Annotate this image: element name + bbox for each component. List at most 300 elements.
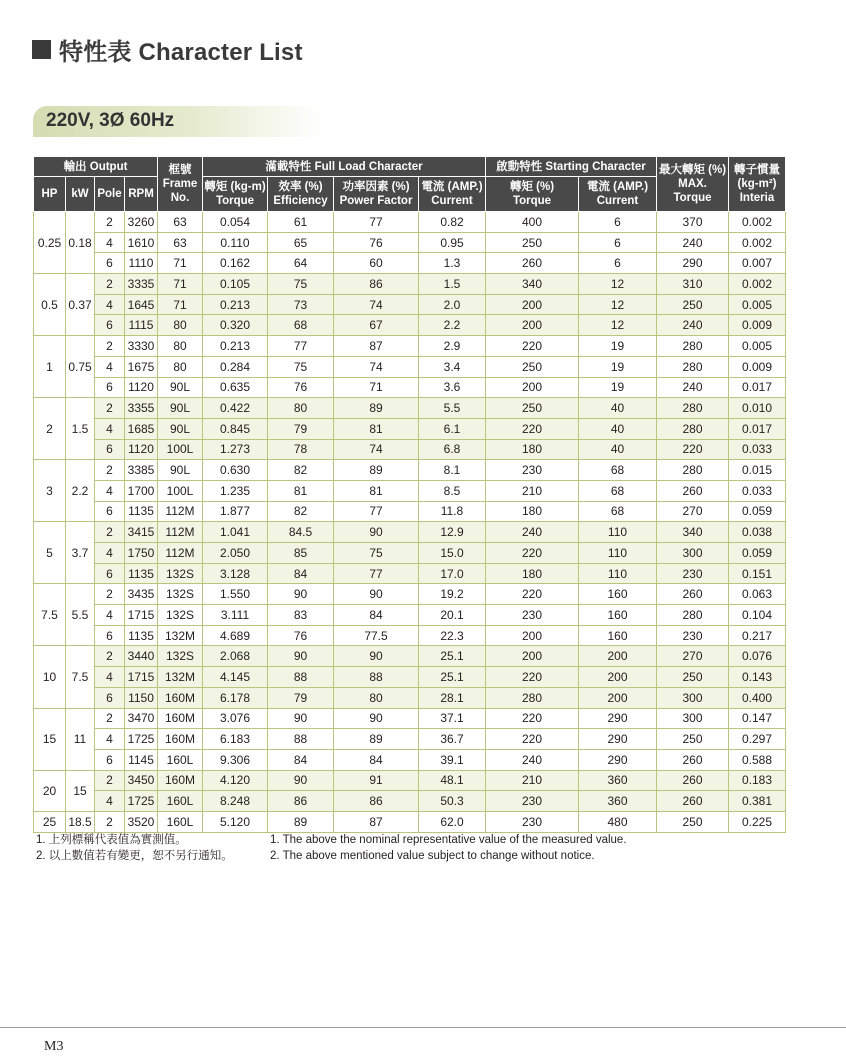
efficiency-cell: 82 [268, 501, 334, 522]
pole-cell: 2 [95, 212, 125, 233]
max-torque-cell: 310 [657, 274, 729, 295]
starting-torque-header-zh: 轉矩 (%) [509, 181, 555, 193]
table-row [34, 667, 786, 688]
max-torque-cell: 280 [657, 398, 729, 419]
table-row [34, 480, 786, 501]
frame-header-en: Frame [162, 178, 198, 190]
frame-cell: 63 [158, 212, 203, 233]
efficiency-cell: 78 [268, 439, 334, 460]
inertia-cell: 0.005 [729, 294, 786, 315]
current-cell: 20.1 [419, 605, 486, 626]
efficiency-cell: 81 [268, 480, 334, 501]
pole-cell: 4 [95, 791, 125, 812]
max-torque-cell: 240 [657, 377, 729, 398]
starting-current-cell: 160 [579, 625, 657, 646]
current-cell: 0.95 [419, 232, 486, 253]
starting-torque-cell: 250 [486, 356, 579, 377]
torque-cell: 6.178 [203, 687, 268, 708]
efficiency-cell: 90 [268, 584, 334, 605]
starting-torque-cell: 340 [486, 274, 579, 295]
efficiency-cell: 77 [268, 336, 334, 357]
kw-cell: 7.5 [66, 646, 95, 708]
efficiency-cell: 83 [268, 605, 334, 626]
starting-current-cell: 19 [579, 356, 657, 377]
efficiency-cell: 79 [268, 687, 334, 708]
notes-en [270, 832, 627, 864]
max-torque-cell: 250 [657, 667, 729, 688]
starting-torque-cell: 230 [486, 791, 579, 812]
table-row [34, 791, 786, 812]
torque-cell: 0.110 [203, 232, 268, 253]
current-header [419, 177, 486, 212]
current-cell: 48.1 [419, 770, 486, 791]
pole-cell: 2 [95, 398, 125, 419]
power-factor-cell: 71 [334, 377, 419, 398]
starting-torque-cell: 400 [486, 212, 579, 233]
torque-cell: 1.273 [203, 439, 268, 460]
kw-cell: 15 [66, 770, 95, 811]
torque-cell: 0.630 [203, 460, 268, 481]
rpm-cell: 1135 [125, 563, 158, 584]
rpm-cell: 1715 [125, 605, 158, 626]
current-header-en: Current [431, 195, 473, 207]
hp-cell: 10 [34, 646, 66, 708]
frame-cell: 112M [158, 501, 203, 522]
power-factor-header [334, 177, 419, 212]
starting-current-cell: 200 [579, 687, 657, 708]
note-zh-1: 1. 上列標稱代表值為實測值。 [36, 834, 187, 846]
hp-cell: 20 [34, 770, 66, 811]
table-row [34, 770, 786, 791]
inertia-cell: 0.147 [729, 708, 786, 729]
efficiency-cell: 86 [268, 791, 334, 812]
torque-cell: 0.213 [203, 294, 268, 315]
rpm-cell: 1715 [125, 667, 158, 688]
torque-cell: 0.213 [203, 336, 268, 357]
max-torque-cell: 240 [657, 315, 729, 336]
inertia-header-en: Interia [739, 192, 775, 204]
rpm-cell: 1135 [125, 501, 158, 522]
table-row [34, 708, 786, 729]
frame-cell: 80 [158, 315, 203, 336]
torque-cell: 0.162 [203, 253, 268, 274]
frame-cell: 160L [158, 811, 203, 832]
pole-cell: 6 [95, 377, 125, 398]
efficiency-cell: 85 [268, 543, 334, 564]
power-factor-cell: 84 [334, 749, 419, 770]
rpm-cell: 1120 [125, 439, 158, 460]
current-cell: 3.6 [419, 377, 486, 398]
max-torque-cell: 280 [657, 356, 729, 377]
footer-divider [0, 1027, 846, 1028]
torque-cell: 0.635 [203, 377, 268, 398]
starting-current-cell: 19 [579, 377, 657, 398]
max-torque-cell: 290 [657, 253, 729, 274]
efficiency-cell: 75 [268, 274, 334, 295]
torque-cell: 1.041 [203, 522, 268, 543]
max-torque-cell: 270 [657, 501, 729, 522]
rpm-cell: 1675 [125, 356, 158, 377]
max-torque-cell: 240 [657, 232, 729, 253]
efficiency-cell: 61 [268, 212, 334, 233]
max-torque-cell: 280 [657, 336, 729, 357]
max-torque-cell: 370 [657, 212, 729, 233]
kw-cell: 18.5 [66, 811, 95, 832]
torque-cell: 4.145 [203, 667, 268, 688]
current-cell: 11.8 [419, 501, 486, 522]
pole-cell: 2 [95, 646, 125, 667]
current-cell: 2.0 [419, 294, 486, 315]
table-row [34, 398, 786, 419]
pole-cell: 4 [95, 667, 125, 688]
rpm-cell: 1645 [125, 294, 158, 315]
kw-cell: 0.18 [66, 212, 95, 274]
table-row [34, 253, 786, 274]
inertia-cell: 0.017 [729, 418, 786, 439]
page-number: M3 [44, 1039, 64, 1054]
table-row [34, 315, 786, 336]
table-row [34, 625, 786, 646]
torque-cell: 3.128 [203, 563, 268, 584]
starting-current-cell: 110 [579, 522, 657, 543]
starting-torque-cell: 180 [486, 563, 579, 584]
starting-torque-cell: 230 [486, 460, 579, 481]
pole-cell: 6 [95, 687, 125, 708]
voltage-subtitle: 220V, 3Ø 60Hz [46, 110, 175, 131]
starting-current-cell: 110 [579, 543, 657, 564]
efficiency-header-zh: 效率 (%) [278, 181, 323, 193]
rpm-cell: 1120 [125, 377, 158, 398]
starting-torque-cell: 220 [486, 584, 579, 605]
efficiency-cell: 65 [268, 232, 334, 253]
rpm-cell: 1135 [125, 625, 158, 646]
pole-cell: 2 [95, 460, 125, 481]
current-cell: 8.1 [419, 460, 486, 481]
pole-cell: 4 [95, 418, 125, 439]
max-torque-cell: 300 [657, 687, 729, 708]
max-torque-cell: 260 [657, 480, 729, 501]
hp-cell: 3 [34, 460, 66, 522]
inertia-cell: 0.104 [729, 605, 786, 626]
rpm-cell: 1610 [125, 232, 158, 253]
kw-cell: 0.37 [66, 274, 95, 336]
frame-header [158, 157, 203, 212]
frame-cell: 132S [158, 584, 203, 605]
kw-cell: 0.75 [66, 336, 95, 398]
starting-current-cell: 160 [579, 584, 657, 605]
max-torque-header-zh: 最大轉矩 (%) [658, 164, 727, 176]
rpm-cell: 3330 [125, 336, 158, 357]
frame-cell: 90L [158, 398, 203, 419]
pole-cell: 6 [95, 625, 125, 646]
power-factor-header-zh: 功率因素 (%) [342, 181, 410, 193]
starting-torque-header-en: Torque [512, 195, 552, 207]
starting-current-cell: 6 [579, 253, 657, 274]
pole-cell: 4 [95, 232, 125, 253]
starting-torque-cell: 250 [486, 398, 579, 419]
power-factor-cell: 89 [334, 398, 419, 419]
current-cell: 12.9 [419, 522, 486, 543]
current-cell: 8.5 [419, 480, 486, 501]
efficiency-cell: 88 [268, 667, 334, 688]
power-factor-cell: 77 [334, 501, 419, 522]
power-factor-cell: 91 [334, 770, 419, 791]
max-torque-header-en2: Torque [673, 192, 712, 204]
torque-cell: 2.068 [203, 646, 268, 667]
starting-torque-cell: 180 [486, 501, 579, 522]
starting-torque-cell: 210 [486, 480, 579, 501]
frame-cell: 160L [158, 791, 203, 812]
table-row [34, 274, 786, 295]
starting-current-cell: 68 [579, 501, 657, 522]
inertia-cell: 0.143 [729, 667, 786, 688]
torque-cell: 3.111 [203, 605, 268, 626]
rpm-cell: 3470 [125, 708, 158, 729]
inertia-cell: 0.005 [729, 336, 786, 357]
inertia-cell: 0.059 [729, 543, 786, 564]
starting-torque-cell: 200 [486, 646, 579, 667]
hp-header: HP [34, 177, 66, 212]
torque-header-zh: 轉矩 (kg-m) [204, 181, 266, 193]
frame-cell: 160M [158, 729, 203, 750]
table-row [34, 232, 786, 253]
rpm-cell: 3435 [125, 584, 158, 605]
torque-cell: 9.306 [203, 749, 268, 770]
pole-cell: 4 [95, 729, 125, 750]
starting-torque-cell: 260 [486, 253, 579, 274]
starting-torque-cell: 220 [486, 708, 579, 729]
starting-torque-cell: 220 [486, 336, 579, 357]
efficiency-cell: 88 [268, 729, 334, 750]
table-row [34, 729, 786, 750]
pole-cell: 6 [95, 749, 125, 770]
table-row [34, 418, 786, 439]
notes-zh [36, 832, 233, 864]
section-band [33, 106, 323, 137]
character-table [33, 156, 786, 833]
starting-torque-cell: 240 [486, 522, 579, 543]
note-en-1: 1. The above the nominal representative value of the measured value. [270, 834, 627, 846]
torque-cell: 0.284 [203, 356, 268, 377]
frame-header-zh: 框號 [168, 164, 192, 176]
inertia-header-unit: (kg-m²) [737, 178, 777, 190]
frame-cell: 71 [158, 294, 203, 315]
power-factor-cell: 81 [334, 480, 419, 501]
efficiency-cell: 80 [268, 398, 334, 419]
table-row [34, 543, 786, 564]
power-factor-cell: 60 [334, 253, 419, 274]
power-factor-cell: 87 [334, 336, 419, 357]
power-factor-cell: 80 [334, 687, 419, 708]
power-factor-cell: 74 [334, 356, 419, 377]
table-row [34, 811, 786, 832]
torque-cell: 5.120 [203, 811, 268, 832]
inertia-cell: 0.002 [729, 232, 786, 253]
hp-cell: 7.5 [34, 584, 66, 646]
torque-cell: 1.235 [203, 480, 268, 501]
inertia-cell: 0.151 [729, 563, 786, 584]
starting-current-cell: 40 [579, 418, 657, 439]
power-factor-cell: 87 [334, 811, 419, 832]
efficiency-cell: 79 [268, 418, 334, 439]
current-cell: 6.8 [419, 439, 486, 460]
efficiency-header [268, 177, 334, 212]
starting-torque-cell: 200 [486, 377, 579, 398]
efficiency-cell: 90 [268, 770, 334, 791]
table-row [34, 460, 786, 481]
starting-torque-cell: 200 [486, 294, 579, 315]
current-cell: 2.9 [419, 336, 486, 357]
kw-cell: 2.2 [66, 460, 95, 522]
efficiency-cell: 75 [268, 356, 334, 377]
frame-cell: 132S [158, 563, 203, 584]
pole-cell: 2 [95, 770, 125, 791]
table-row [34, 377, 786, 398]
current-cell: 2.2 [419, 315, 486, 336]
current-cell: 25.1 [419, 667, 486, 688]
table-row [34, 687, 786, 708]
starting-current-header-en: Current [596, 195, 639, 207]
power-factor-header-en: Power Factor [339, 195, 413, 207]
kw-cell: 11 [66, 708, 95, 770]
frame-cell: 71 [158, 253, 203, 274]
starting-current-cell: 40 [579, 439, 657, 460]
starting-current-cell: 68 [579, 480, 657, 501]
inertia-cell: 0.033 [729, 480, 786, 501]
table-row [34, 522, 786, 543]
inertia-cell: 0.063 [729, 584, 786, 605]
starting-torque-cell: 220 [486, 543, 579, 564]
note-zh-2: 2. 以上數值若有變更，恕不另行通知。 [36, 850, 233, 862]
inertia-header [729, 157, 786, 212]
full-load-group-header: 滿載特性 Full Load Character [203, 157, 486, 177]
starting-torque-cell: 200 [486, 315, 579, 336]
inertia-cell: 0.076 [729, 646, 786, 667]
rpm-cell: 1685 [125, 418, 158, 439]
torque-cell: 0.320 [203, 315, 268, 336]
hp-cell: 25 [34, 811, 66, 832]
current-cell: 1.3 [419, 253, 486, 274]
power-factor-cell: 74 [334, 294, 419, 315]
power-factor-cell: 90 [334, 708, 419, 729]
starting-torque-cell: 200 [486, 625, 579, 646]
efficiency-cell: 90 [268, 708, 334, 729]
current-cell: 19.2 [419, 584, 486, 605]
pole-header: Pole [95, 177, 125, 212]
starting-current-cell: 6 [579, 232, 657, 253]
frame-cell: 71 [158, 274, 203, 295]
power-factor-cell: 90 [334, 584, 419, 605]
frame-cell: 132S [158, 646, 203, 667]
rpm-cell: 1725 [125, 729, 158, 750]
rpm-cell: 3260 [125, 212, 158, 233]
rpm-cell: 1110 [125, 253, 158, 274]
starting-current-cell: 360 [579, 770, 657, 791]
current-cell: 28.1 [419, 687, 486, 708]
efficiency-cell: 84 [268, 749, 334, 770]
max-torque-cell: 260 [657, 770, 729, 791]
rpm-cell: 3450 [125, 770, 158, 791]
starting-torque-cell: 220 [486, 729, 579, 750]
max-torque-cell: 250 [657, 729, 729, 750]
current-cell: 37.1 [419, 708, 486, 729]
starting-current-cell: 110 [579, 563, 657, 584]
power-factor-cell: 76 [334, 232, 419, 253]
power-factor-cell: 77.5 [334, 625, 419, 646]
inertia-cell: 0.217 [729, 625, 786, 646]
starting-current-header-zh: 電流 (AMP.) [586, 181, 649, 193]
starting-torque-cell: 210 [486, 770, 579, 791]
efficiency-cell: 84.5 [268, 522, 334, 543]
frame-cell: 132S [158, 605, 203, 626]
starting-current-cell: 360 [579, 791, 657, 812]
frame-cell: 132M [158, 667, 203, 688]
power-factor-cell: 90 [334, 646, 419, 667]
power-factor-cell: 81 [334, 418, 419, 439]
torque-cell: 1.877 [203, 501, 268, 522]
max-torque-cell: 270 [657, 646, 729, 667]
max-torque-cell: 340 [657, 522, 729, 543]
pole-cell: 4 [95, 356, 125, 377]
rpm-cell: 1150 [125, 687, 158, 708]
title-square-icon [32, 40, 51, 59]
starting-current-cell: 19 [579, 336, 657, 357]
hp-cell: 0.5 [34, 274, 66, 336]
efficiency-cell: 76 [268, 377, 334, 398]
rpm-cell: 3415 [125, 522, 158, 543]
current-cell: 62.0 [419, 811, 486, 832]
torque-header-en: Torque [215, 195, 255, 207]
max-torque-cell: 300 [657, 543, 729, 564]
starting-current-cell: 480 [579, 811, 657, 832]
frame-cell: 90L [158, 460, 203, 481]
frame-cell: 90L [158, 377, 203, 398]
rpm-cell: 3335 [125, 274, 158, 295]
pole-cell: 2 [95, 336, 125, 357]
efficiency-cell: 89 [268, 811, 334, 832]
starting-current-cell: 290 [579, 729, 657, 750]
power-factor-cell: 67 [334, 315, 419, 336]
kw-cell: 3.7 [66, 522, 95, 584]
efficiency-header-en: Efficiency [273, 195, 328, 207]
frame-cell: 160M [158, 708, 203, 729]
efficiency-cell: 76 [268, 625, 334, 646]
efficiency-cell: 82 [268, 460, 334, 481]
efficiency-cell: 73 [268, 294, 334, 315]
efficiency-cell: 90 [268, 646, 334, 667]
power-factor-cell: 75 [334, 543, 419, 564]
pole-cell: 6 [95, 501, 125, 522]
starting-torque-cell: 230 [486, 605, 579, 626]
inertia-cell: 0.033 [729, 439, 786, 460]
pole-cell: 4 [95, 294, 125, 315]
rpm-cell: 1115 [125, 315, 158, 336]
torque-cell: 0.422 [203, 398, 268, 419]
max-torque-cell: 220 [657, 439, 729, 460]
inertia-cell: 0.588 [729, 749, 786, 770]
starting-current-cell: 68 [579, 460, 657, 481]
current-header-zh: 電流 (AMP.) [421, 181, 483, 193]
max-torque-cell: 250 [657, 811, 729, 832]
inertia-cell: 0.017 [729, 377, 786, 398]
pole-cell: 4 [95, 605, 125, 626]
starting-torque-cell: 180 [486, 439, 579, 460]
max-torque-cell: 250 [657, 294, 729, 315]
hp-cell: 5 [34, 522, 66, 584]
max-torque-cell: 230 [657, 563, 729, 584]
frame-cell: 160M [158, 770, 203, 791]
max-torque-cell: 280 [657, 460, 729, 481]
